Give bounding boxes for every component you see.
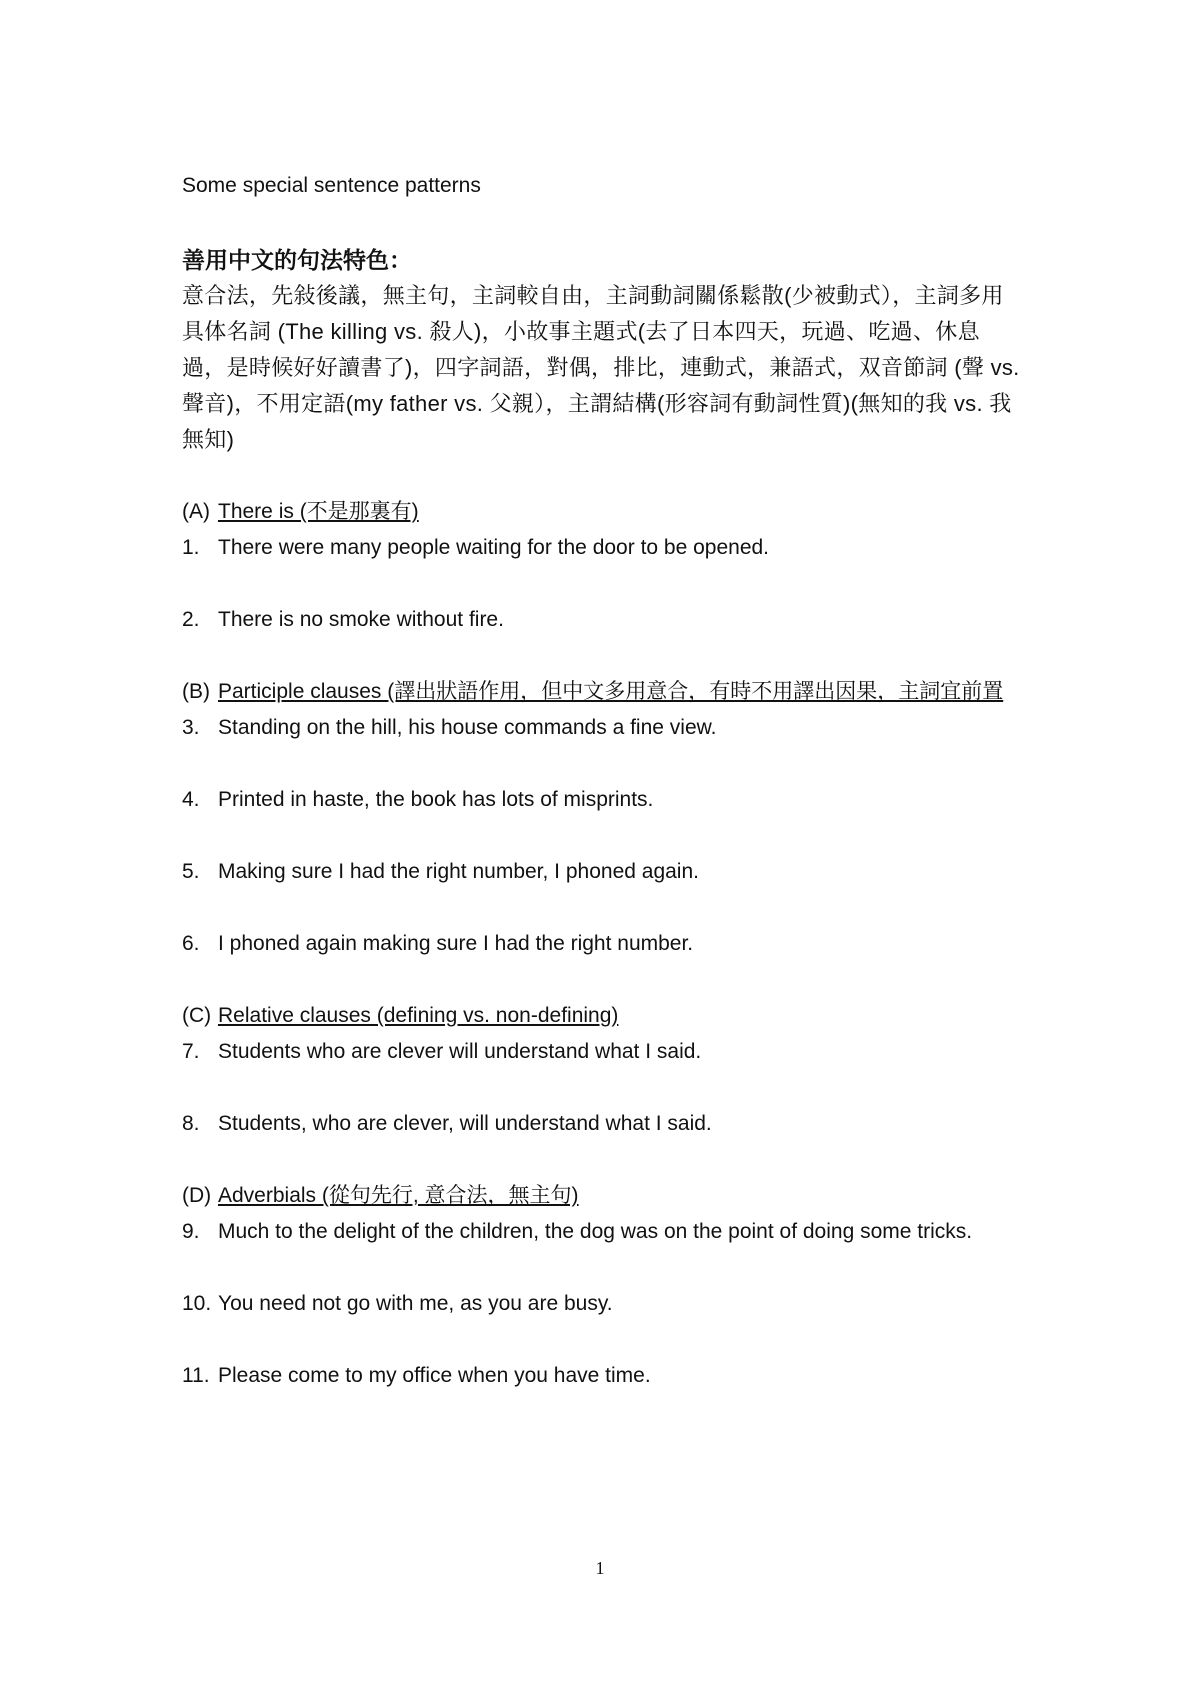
- item-number: 7.: [182, 1040, 200, 1063]
- list-item: [182, 854, 1022, 890]
- section-marker: (D): [182, 1184, 212, 1207]
- section-label: Participle clauses (譯出狀語作用，但中文多用意合，有時不用譯出因果，主詞宜前置: [218, 680, 1004, 703]
- document-title: Some special sentence patterns: [182, 174, 481, 197]
- list-item: [182, 1214, 1022, 1250]
- item-number: 10.: [182, 1292, 212, 1315]
- section-marker: (B): [182, 680, 210, 703]
- page-number: 1: [595, 1558, 605, 1578]
- section-c-heading: [182, 998, 1022, 1034]
- section-marker: (C): [182, 1004, 212, 1027]
- item-number: 11.: [182, 1364, 210, 1387]
- item-text: There were many people waiting for the door to be opened.: [218, 536, 770, 559]
- item-number: 3.: [182, 716, 200, 739]
- item-number: 5.: [182, 860, 200, 883]
- section-d-heading: [182, 1178, 1022, 1214]
- section-marker: (A): [182, 500, 210, 523]
- item-text: There is no smoke without fire.: [218, 608, 504, 631]
- item-number: 9.: [182, 1220, 200, 1243]
- item-number: 2.: [182, 608, 200, 631]
- item-text: I phoned again making sure I had the right number.: [218, 932, 694, 955]
- intro-paragraph: 意合法，先敍後議，無主句，主詞較自由，主詞動詞關係鬆散(少被動式），主詞多用具体名詞 (The killing vs. 殺人)，小故事主題式(去了日本四天，玩過、吃過、休息過，是時候好好讀書了)，四字詞語，對偶，排比，連動式，兼語式，双音節詞 (聲 vs. 聲音)，不用定語(my father vs. 父親），主謂結構(形容詞有動詞性質)(無知的我 vs. 我無知): [182, 283, 1020, 452]
- item-number: 1.: [182, 536, 200, 559]
- section-a-heading: [182, 494, 1022, 530]
- item-text: Please come to my office when you have time.: [218, 1364, 651, 1387]
- section-label: Relative clauses (defining vs. non-defining): [218, 1004, 619, 1027]
- section-label: Adverbials (從句先行, 意合法，無主句): [218, 1184, 579, 1207]
- item-number: 6.: [182, 932, 200, 955]
- document-body: [182, 168, 1022, 1394]
- list-item: [182, 1106, 1022, 1142]
- list-item: [182, 1034, 1022, 1070]
- item-number: 8.: [182, 1112, 200, 1135]
- list-item: [182, 602, 1022, 638]
- item-text: Printed in haste, the book has lots of misprints.: [218, 788, 654, 811]
- section-heading: 善用中文的句法特色：: [182, 247, 412, 273]
- list-item: [182, 710, 1022, 746]
- list-item: [182, 782, 1022, 818]
- item-text: Students, who are clever, will understand what I said.: [218, 1112, 712, 1135]
- list-item: [182, 926, 1022, 962]
- item-text: Much to the delight of the children, the dog was on the point of doing some tricks.: [218, 1220, 973, 1243]
- list-item: [182, 530, 1022, 566]
- item-number: 4.: [182, 788, 200, 811]
- section-label: There is (不是那裏有): [218, 500, 419, 523]
- list-item: [182, 1358, 1022, 1394]
- section-b-heading: [182, 674, 1022, 710]
- item-text: Standing on the hill, his house commands a fine view.: [218, 716, 717, 739]
- item-text: Making sure I had the right number, I phoned again.: [218, 860, 699, 883]
- item-text: You need not go with me, as you are busy.: [218, 1292, 613, 1315]
- list-item: [182, 1286, 1022, 1322]
- item-text: Students who are clever will understand what I said.: [218, 1040, 702, 1063]
